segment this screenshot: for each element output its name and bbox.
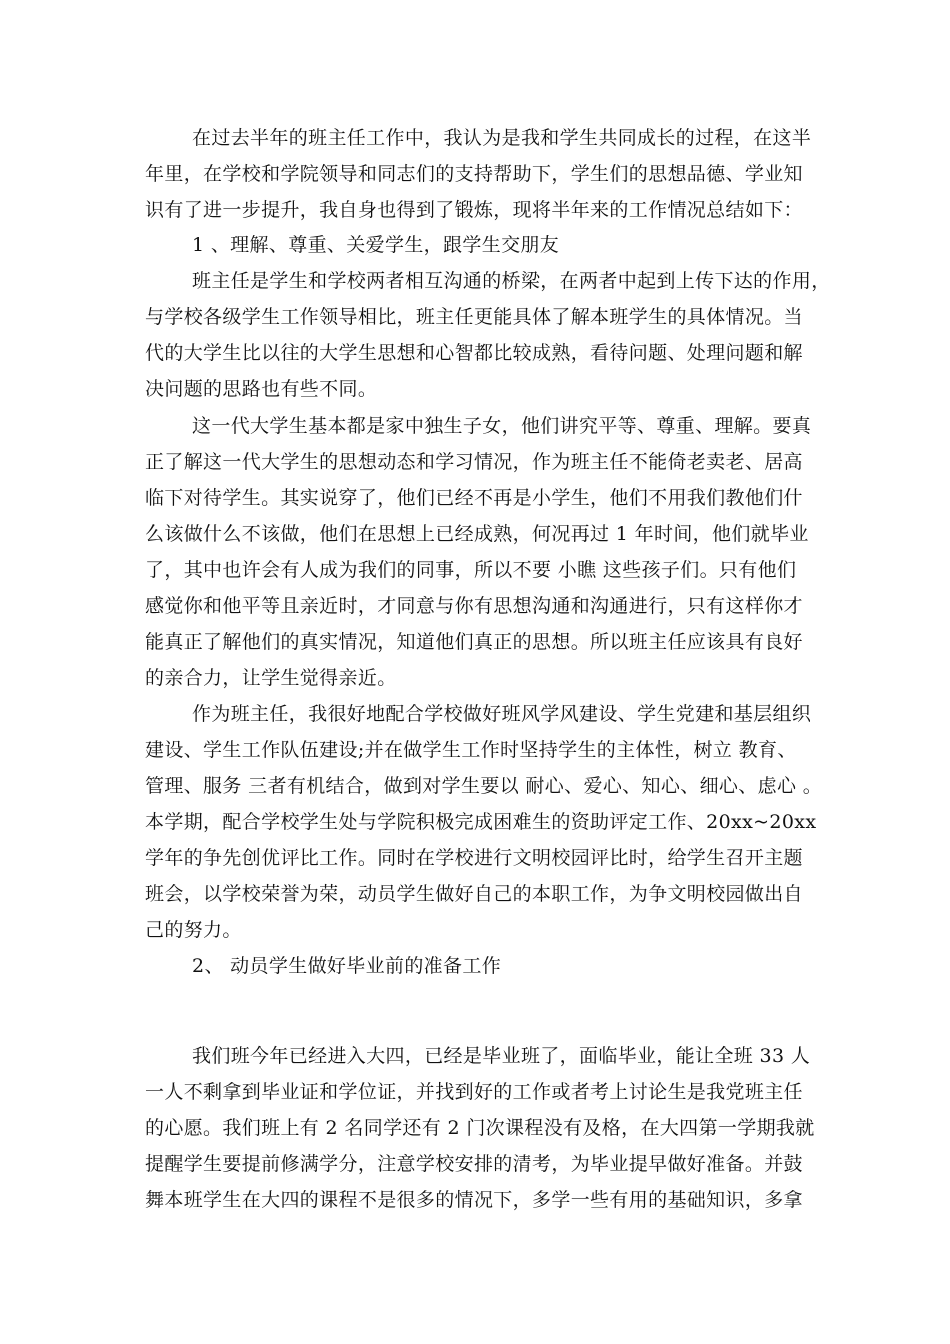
paragraph-line: 代的大学生比以往的大学生思想和心智都比较成熟，看待问题、处理问题和解 bbox=[145, 342, 803, 364]
paragraph-line: 正了解这一代大学生的思想动态和学习情况，作为班主任不能倚老卖老、居高 bbox=[145, 451, 803, 473]
paragraph-line: 的亲合力，让学生觉得亲近。 bbox=[145, 667, 397, 689]
paragraph-line: 一人不剩拿到毕业证和学位证，并找到好的工作或者考上讨论生是我党班主任 bbox=[145, 1081, 803, 1103]
paragraph-line: 班主任是学生和学校两者相互沟通的桥梁，在两者中起到上传下达的作用， bbox=[192, 270, 831, 292]
paragraph-line: 学年的争先创优评比工作。同时在学校进行文明校园评比时，给学生召开主题 bbox=[145, 847, 803, 869]
paragraph-line: 能真正了解他们的真实情况，知道他们真正的思想。所以班主任应该具有良好 bbox=[145, 631, 803, 653]
paragraph-line: 管理、服务 三者有机结合，做到对学生要以 耐心、爱心、知心、细心、虑心 。 bbox=[145, 775, 823, 797]
section-heading: 2、 动员学生做好毕业前的准备工作 bbox=[192, 955, 502, 977]
paragraph-line: 提醒学生要提前修满学分，注意学校安排的清考，为毕业提早做好准备。并鼓 bbox=[145, 1153, 803, 1175]
paragraph-line: 舞本班学生在大四的课程不是很多的情况下，多学一些有用的基础知识，多拿 bbox=[145, 1189, 803, 1211]
paragraph-line: 了，其中也许会有人成为我们的同事，所以不要 小瞧 这些孩子们。只有他们 bbox=[145, 559, 797, 581]
paragraph-line: 临下对待学生。其实说穿了，他们已经不再是小学生，他们不用我们教他们什 bbox=[145, 487, 803, 509]
paragraph-line: 的心愿。我们班上有 2 名同学还有 2 门次课程没有及格，在大四第一学期我就 bbox=[145, 1117, 815, 1139]
paragraph-line: 己的努力。 bbox=[145, 919, 242, 941]
paragraph-line: 决问题的思路也有些不同。 bbox=[145, 378, 378, 400]
section-heading: 1 、理解、尊重、关爱学生，跟学生交朋友 bbox=[192, 234, 560, 256]
paragraph-line: 我们班今年已经进入大四，已经是毕业班了，面临毕业，能让全班 33 人 bbox=[192, 1045, 811, 1067]
paragraph-line: 年里，在学校和学院领导和同志们的支持帮助下，学生们的思想品德、学业知 bbox=[145, 163, 803, 185]
paragraph-line: 感觉你和他平等且亲近时，才同意与你有思想沟通和沟通进行，只有这样你才 bbox=[145, 595, 803, 617]
paragraph-line: 本学期，配合学校学生处与学院积极完成困难生的资助评定工作、20xx~20xx bbox=[145, 811, 817, 833]
paragraph-line: 与学校各级学生工作领导相比，班主任更能具体了解本班学生的具体情况。当 bbox=[145, 306, 803, 328]
paragraph-line: 班会，以学校荣誉为荣，动员学生做好自己的本职工作，为争文明校园做出自 bbox=[145, 883, 803, 905]
paragraph-line: 在过去半年的班主任工作中，我认为是我和学生共同成长的过程，在这半 bbox=[192, 127, 812, 149]
paragraph-line: 识有了进一步提升，我自身也得到了锻炼，现将半年来的工作情况总结如下： bbox=[145, 199, 803, 221]
paragraph-line: 建设、学生工作队伍建设;并在做学生工作时坚持学生的主体性，树立 教育、 bbox=[145, 739, 797, 761]
paragraph-line: 么该做什么不该做，他们在思想上已经成熟，何况再过 1 年时间，他们就毕业 bbox=[145, 523, 809, 545]
paragraph-line: 这一代大学生基本都是家中独生子女，他们讲究平等、尊重、理解。要真 bbox=[192, 415, 812, 437]
paragraph-line: 作为班主任，我很好地配合学校做好班风学风建设、学生党建和基层组织 bbox=[192, 703, 812, 725]
